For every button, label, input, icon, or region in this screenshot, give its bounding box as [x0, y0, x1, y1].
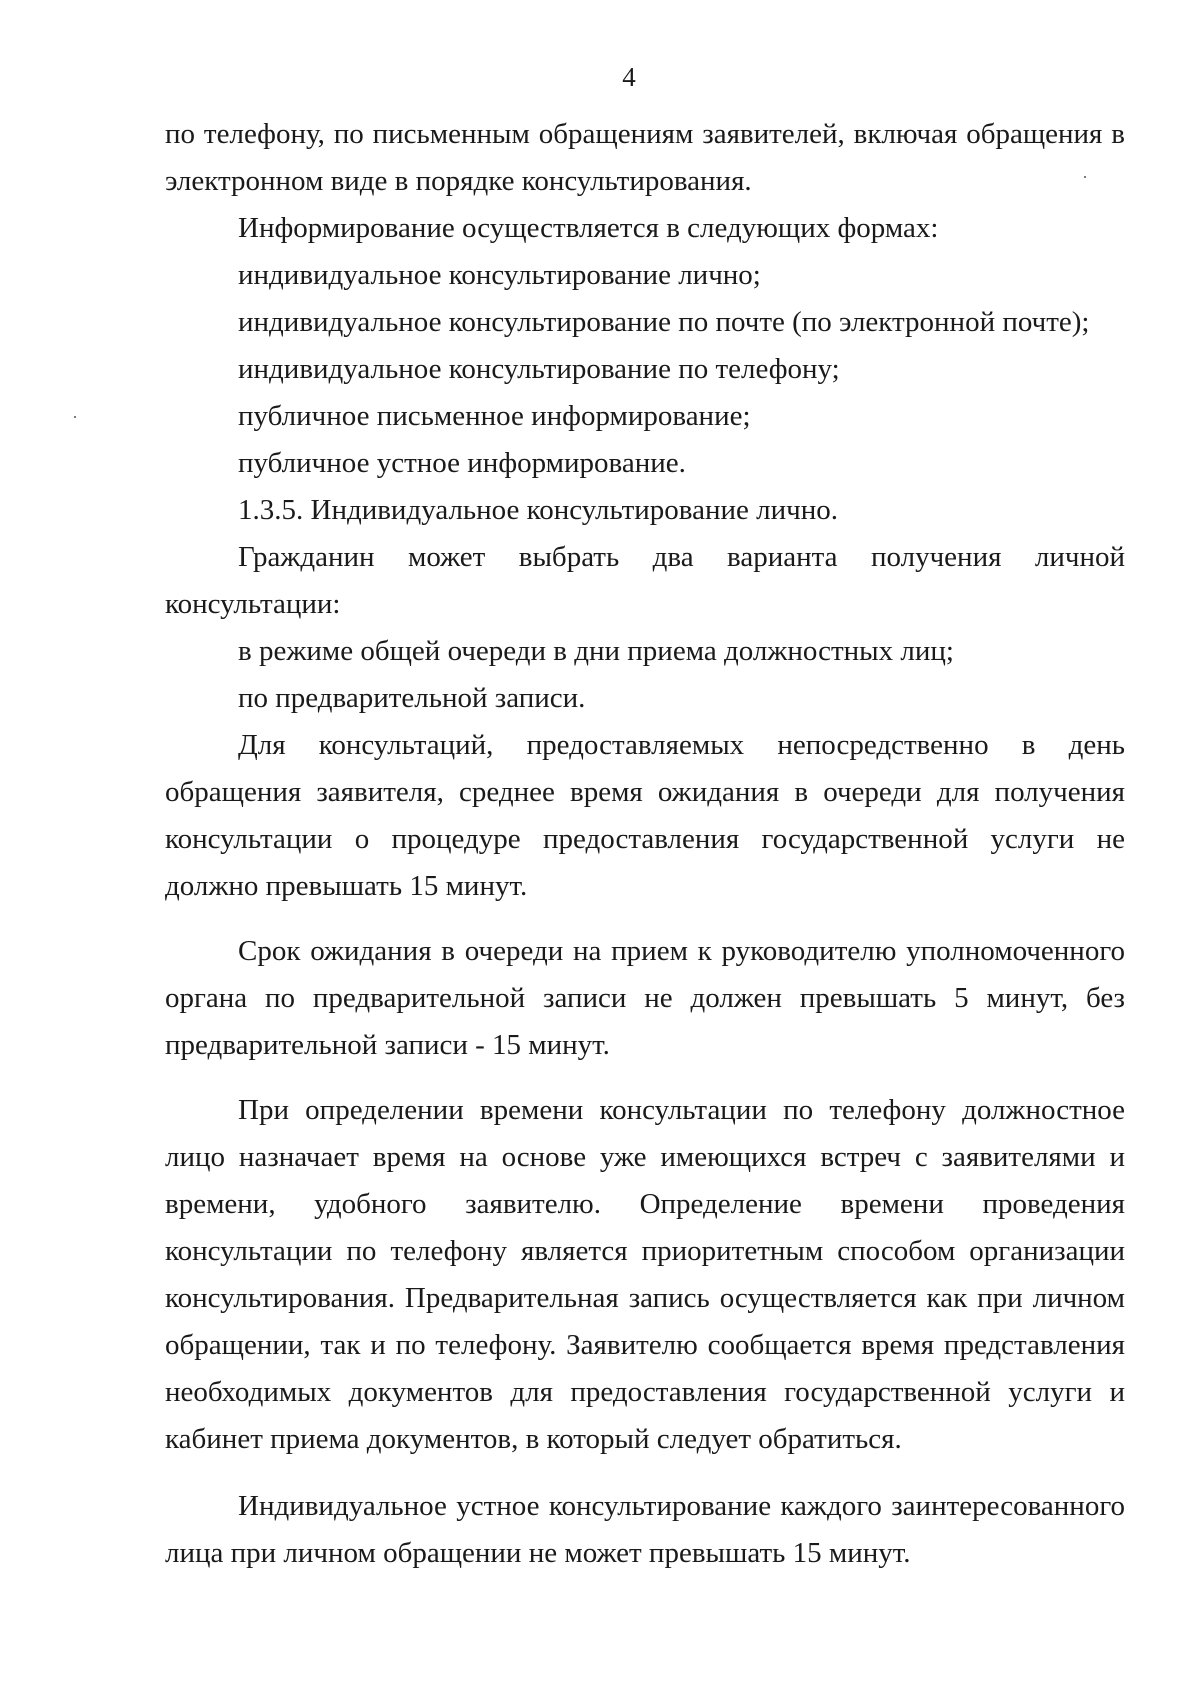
paragraph: Гражданин может выбрать два варианта получения личной консультации: — [165, 541, 1125, 620]
page-number: 4 — [622, 62, 636, 92]
document-body — [165, 111, 1125, 1577]
paragraph: Информирование осуществляется в следующих формах: — [238, 212, 939, 244]
paragraph: Индивидуальное устное консультирование каждого заинтересованного лица при личном обращении не может превышать 15 минут. — [165, 1490, 1125, 1569]
paragraph: по телефону, по письменным обращениям заявителей, включая обращения в электронном виде в порядке консультирования. — [165, 118, 1125, 197]
list-item: индивидуальное консультирование по почте (по электронной почте); — [238, 306, 1090, 338]
scan-speck — [74, 416, 76, 418]
list-item: в режиме общей очереди в дни приема должностных лиц; — [238, 635, 954, 667]
list-item: публичное письменное информирование; — [238, 400, 751, 432]
paragraph: Для консультаций, предоставляемых непосредственно в день обращения заявителя, среднее время ожидания в очереди для получения консультации о процедуре предоставления государственной услуги не должно превышать 15 минут. — [165, 729, 1125, 902]
section-heading: 1.3.5. Индивидуальное консультирование лично. — [238, 494, 838, 526]
paragraph: Срок ожидания в очереди на прием к руководителю уполномоченного органа по предварительной записи не должен превышать 5 минут, без предварительной записи - 15 минут. — [165, 935, 1125, 1061]
list-item: публичное устное информирование. — [238, 447, 686, 479]
paragraph: При определении времени консультации по телефону должностное лицо назначает время на основе уже имеющихся встреч с заявителями и времени, удобного заявителю. Определение времени проведения консультации по телефону является приоритетным способом организации консультирования. Предварительная запись осуществляется как при личном обращении, так и по телефону. Заявителю сообщается время представления необходимых документов для предоставления государственной услуги и кабинет приема документов, в который следует обратиться. — [165, 1094, 1125, 1455]
list-item: по предварительной записи. — [238, 682, 586, 714]
list-item: индивидуальное консультирование лично; — [238, 259, 761, 291]
list-item: индивидуальное консультирование по телефону; — [238, 353, 840, 385]
